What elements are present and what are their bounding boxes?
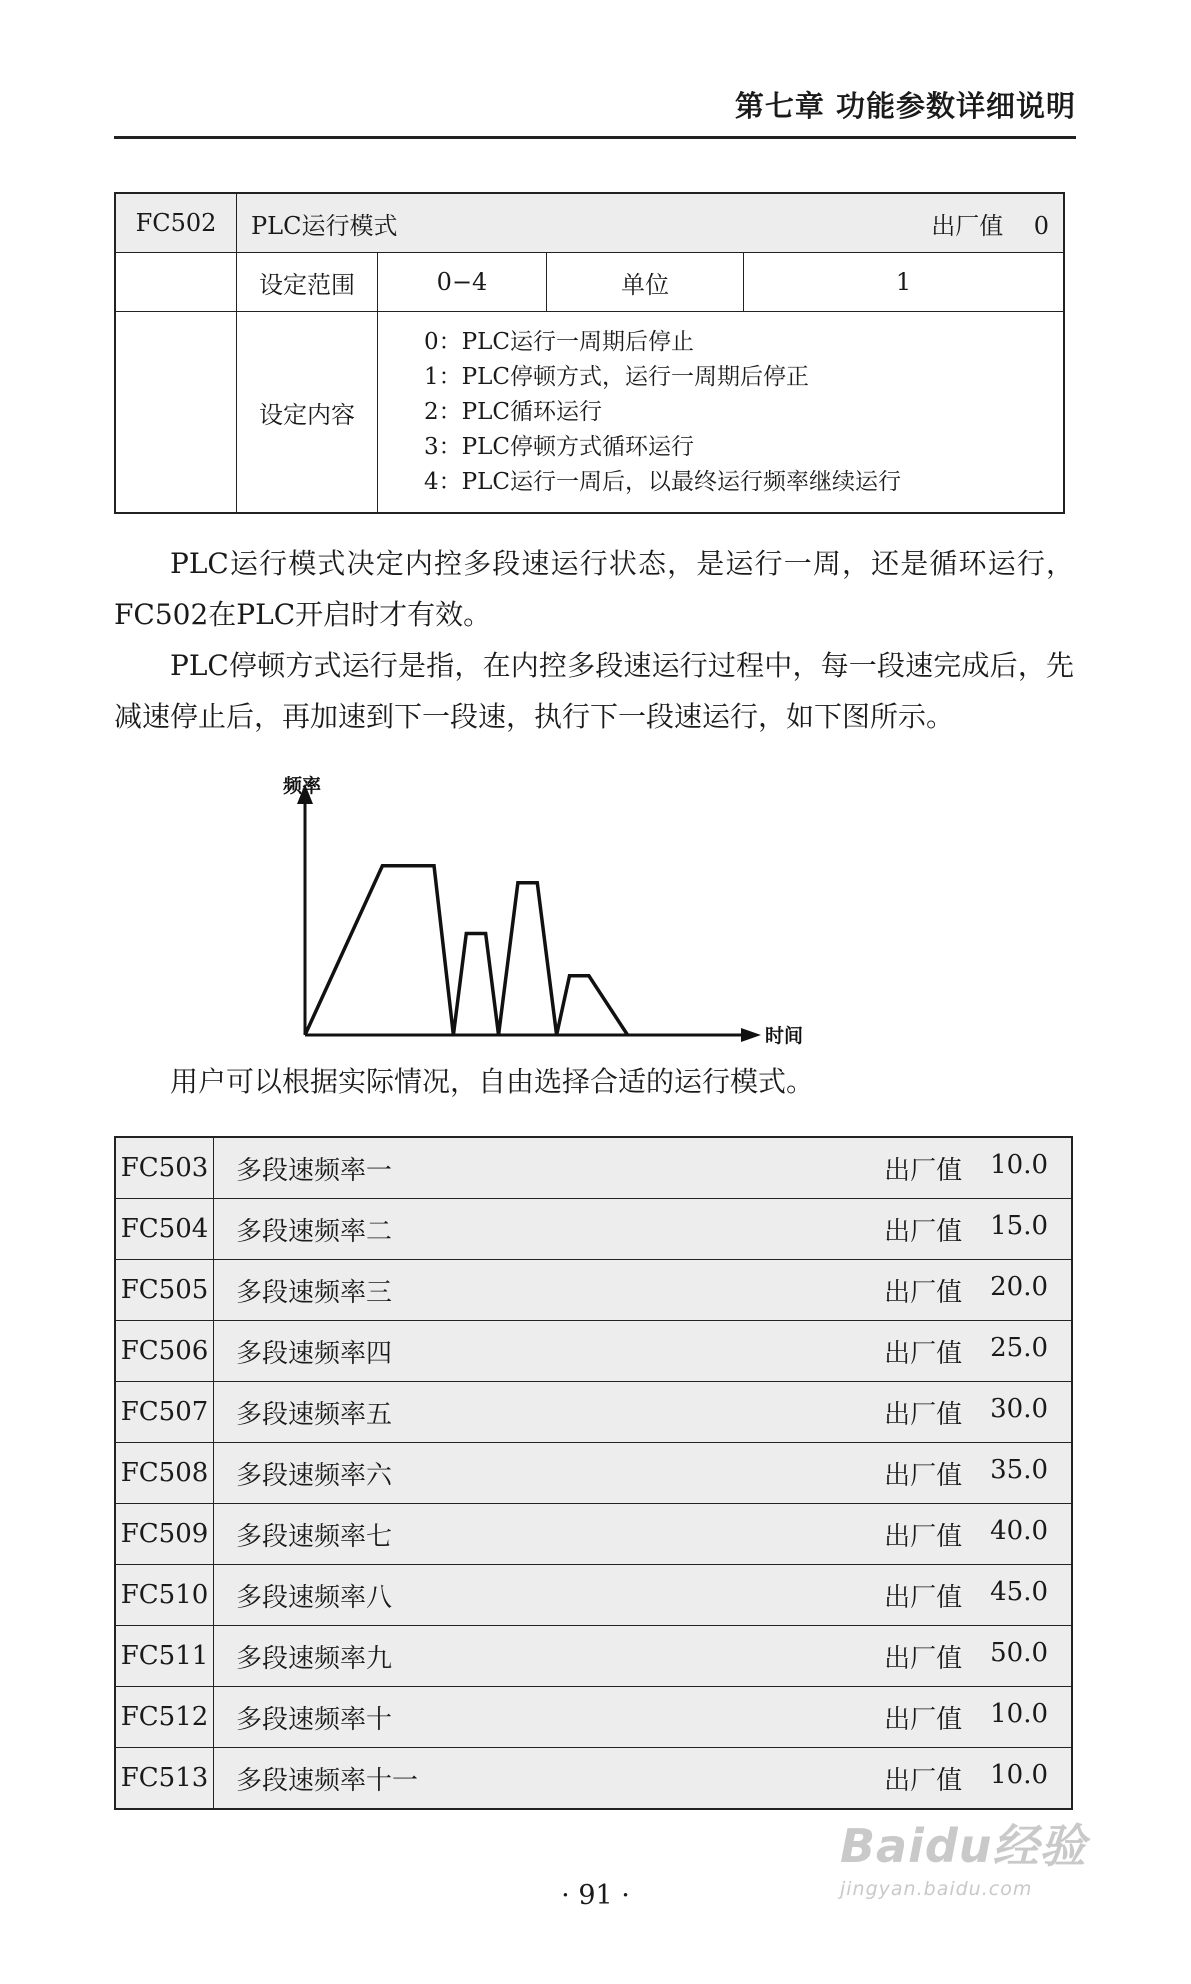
row-name-cell (214, 1321, 1073, 1382)
row-default-value: 20.0 (990, 1271, 1048, 1302)
row-code: FC508 (115, 1443, 214, 1504)
row-default-label: 出厂值 (884, 1643, 963, 1674)
row-default-label: 出厂值 (884, 1582, 963, 1613)
row-name: 多段速频率三 (236, 1277, 393, 1308)
param-default (931, 206, 1049, 241)
parameter-table-fc502 (114, 192, 1065, 514)
row-code: FC509 (115, 1504, 214, 1565)
row-name: 多段速频率一 (236, 1155, 393, 1186)
option-item: 1：PLC停顿方式，运行一周期后停正 (424, 363, 809, 390)
row-default (884, 1211, 1048, 1248)
row-default-value: 25.0 (990, 1332, 1048, 1363)
row-name: 多段速频率十 (236, 1704, 393, 1735)
row-name-cell (214, 1748, 1073, 1810)
row-name-cell (214, 1382, 1073, 1443)
param-title-row (115, 193, 1064, 253)
param-content-row (115, 312, 1064, 514)
option-item: 0：PLC运行一周期后停止 (424, 328, 694, 355)
row-default (884, 1455, 1048, 1492)
frequency-time-chart (260, 770, 860, 1050)
row-code: FC511 (115, 1626, 214, 1687)
row-default-value: 10.0 (990, 1149, 1048, 1180)
row-default-value: 10.0 (990, 1759, 1048, 1790)
row-default (884, 1333, 1048, 1370)
row-name: 多段速频率十一 (236, 1765, 419, 1796)
unit-value: 1 (744, 253, 1065, 312)
row-default-value: 10.0 (990, 1698, 1048, 1729)
row-code: FC504 (115, 1199, 214, 1260)
param-range-row (115, 253, 1064, 312)
row-name: 多段速频率六 (236, 1460, 393, 1491)
row-name-cell (214, 1443, 1073, 1504)
row-code: FC503 (115, 1137, 214, 1199)
page-number: · 91 · (561, 1880, 630, 1911)
options-list (378, 312, 1065, 514)
row-default-label: 出厂值 (884, 1460, 963, 1491)
table-row (115, 1443, 1072, 1504)
y-axis-label: 频率 (283, 775, 322, 797)
row-default-value: 40.0 (990, 1515, 1048, 1546)
row-default (884, 1150, 1048, 1187)
option-item: 2：PLC循环运行 (424, 398, 602, 425)
table-row (115, 1748, 1072, 1810)
row-default-label: 出厂值 (884, 1704, 963, 1735)
param-default-value: 0 (1033, 211, 1049, 240)
range-label: 设定范围 (237, 253, 378, 312)
param-default-label: 出厂值 (931, 211, 1004, 240)
row-name-cell (214, 1199, 1073, 1260)
table-row (115, 1504, 1072, 1565)
row-name: 多段速频率九 (236, 1643, 393, 1674)
option-item: 3：PLC停顿方式循环运行 (424, 433, 694, 460)
row-name-cell (214, 1260, 1073, 1321)
row-default-label: 出厂值 (884, 1765, 963, 1796)
table-row (115, 1687, 1072, 1748)
watermark-brand: Baidu经验 (840, 1819, 1087, 1873)
paragraph-1: PLC运行模式决定内控多段速运行状态，是运行一周，还是循环运行，FC502在PLC开启时才有效。 (114, 547, 1074, 631)
table-row (115, 1626, 1072, 1687)
row-name: 多段速频率七 (236, 1521, 393, 1552)
watermark-url: jingyan.baidu.com (840, 1878, 1033, 1900)
table-row (115, 1199, 1072, 1260)
content-label: 设定内容 (237, 312, 378, 514)
row-code: FC506 (115, 1321, 214, 1382)
row-default-value: 50.0 (990, 1637, 1048, 1668)
chart-svg (260, 770, 860, 1050)
param-code: FC502 (115, 193, 237, 253)
x-axis-arrow (741, 1028, 761, 1042)
row-name-cell (214, 1687, 1073, 1748)
table-row (115, 1321, 1072, 1382)
row-default-label: 出厂值 (884, 1155, 963, 1186)
x-axis-label: 时间 (765, 1025, 804, 1047)
row-name-cell (214, 1565, 1073, 1626)
unit-label: 单位 (547, 253, 744, 312)
frequency-series-line (305, 866, 628, 1035)
param-name: PLC运行模式 (251, 211, 398, 240)
row-default-value: 15.0 (990, 1210, 1048, 1241)
row-default-value: 45.0 (990, 1576, 1048, 1607)
speed-frequency-table (114, 1136, 1073, 1810)
row-default-label: 出厂值 (884, 1521, 963, 1552)
row-code: FC507 (115, 1382, 214, 1443)
row-default (884, 1699, 1048, 1736)
row-default (884, 1577, 1048, 1614)
row-name: 多段速频率四 (236, 1338, 393, 1369)
row-default (884, 1394, 1048, 1431)
paragraph-3: 用户可以根据实际情况，自由选择合适的运行模式。 (170, 1065, 815, 1098)
row-default-label: 出厂值 (884, 1216, 963, 1247)
row-default-value: 30.0 (990, 1393, 1048, 1424)
row-name-cell (214, 1626, 1073, 1687)
table-row (115, 1137, 1072, 1199)
row-default (884, 1272, 1048, 1309)
blank-cell (115, 312, 237, 514)
row-code: FC505 (115, 1260, 214, 1321)
param-title-cell (237, 193, 1065, 253)
row-code: FC512 (115, 1687, 214, 1748)
table-row (115, 1382, 1072, 1443)
row-code: FC513 (115, 1748, 214, 1810)
blank-cell (115, 253, 237, 312)
row-default-label: 出厂值 (884, 1277, 963, 1308)
row-default (884, 1638, 1048, 1675)
row-name: 多段速频率五 (236, 1399, 393, 1430)
row-name: 多段速频率八 (236, 1582, 393, 1613)
table-row (115, 1565, 1072, 1626)
row-default-label: 出厂值 (884, 1399, 963, 1430)
row-default-value: 35.0 (990, 1454, 1048, 1485)
row-name: 多段速频率二 (236, 1216, 393, 1247)
baidu-watermark (840, 1810, 1090, 1920)
range-value: 0−4 (378, 253, 547, 312)
table-row (115, 1260, 1072, 1321)
row-name-cell (214, 1504, 1073, 1565)
row-code: FC510 (115, 1565, 214, 1626)
option-item: 4：PLC运行一周后，以最终运行频率继续运行 (424, 468, 901, 495)
row-default (884, 1760, 1048, 1797)
row-default-label: 出厂值 (884, 1338, 963, 1369)
row-default (884, 1516, 1048, 1553)
row-name-cell (214, 1137, 1073, 1199)
chapter-title: 第七章 功能参数详细说明 (114, 86, 1076, 139)
paragraph-2: PLC停顿方式运行是指，在内控多段速运行过程中，每一段速完成后，先减速停止后，再加速到下一段速，执行下一段速运行，如下图所示。 (114, 649, 1074, 733)
